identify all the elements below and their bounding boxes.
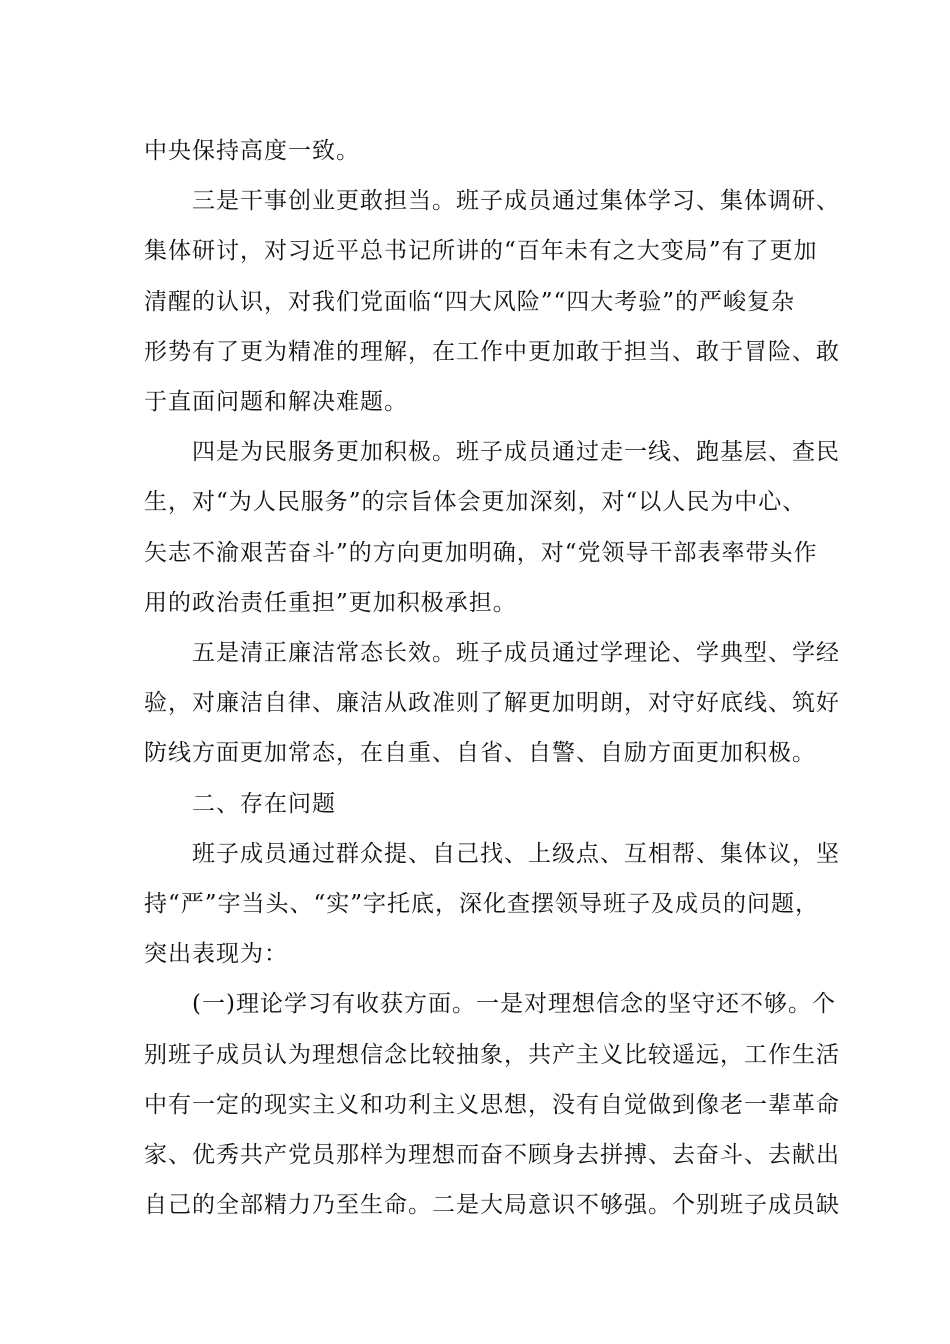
text-line: 自己的全部精力乃至生命。二是大局意识不够强。个别班子成员缺 [144,1192,840,1219]
text-line: 班子成员通过群众提、自己找、上级点、互相帮、集体议，坚 [192,840,840,867]
text-line: 五是清正廉洁常态长效。班子成员通过学理论、学典型、学经 [192,640,840,667]
text-line: 生，对“为人民服务”的宗旨体会更加深刻，对“以人民为中心、 [144,489,807,516]
text-line: 用的政治责任重担”更加积极承担。 [144,589,517,616]
text-line: 集体研讨，对习近平总书记所讲的“百年未有之大变局”有了更加 [144,238,818,265]
text-line: (一)理论学习有收获方面。一是对理想信念的坚守还不够。个 [192,991,836,1018]
text-line: 三是干事创业更敢担当。班子成员通过集体学习、集体调研、 [192,188,840,215]
text-line: 持“严”字当头、“实”字托底，深化查摆领导班子及成员的问题， [144,891,820,918]
text-line: 形势有了更为精准的理解，在工作中更加敢于担当、敢于冒险、敢 [144,338,840,365]
document-body [144,126,840,1230]
paragraph-continuation [144,126,809,176]
text-line: 别班子成员认为理想信念比较抽象，共产主义比较遥远，工作生活 [144,1041,840,1068]
paragraph-theory-study [144,979,840,1230]
paragraph-fifth-point [144,628,840,779]
text-line: 验，对廉洁自律、廉洁从政准则了解更加明朗，对守好底线、筑好 [144,690,840,717]
paragraph-third-point [144,176,840,427]
text-line: 突出表现为： [144,941,288,968]
paragraph-fourth-point [144,427,840,628]
text-line: 防线方面更加常态，在自重、自省、自警、自励方面更加积极。 [144,740,816,767]
text-line: 矢志不渝艰苦奋斗”的方向更加明确，对“党领导干部表率带头作 [144,539,818,566]
text-line: 清醒的认识，对我们党面临“四大风险”“四大考验”的严峻复杂 [144,288,796,315]
text-line: 二、存在问题 [192,790,336,817]
section-heading-problems [144,779,809,829]
text-line: 于直面问题和解决难题。 [144,389,408,416]
text-line: 中有一定的现实主义和功利主义思想，没有自觉做到像老一辈革命 [144,1091,840,1118]
text-line: 家、优秀共产党员那样为理想而奋不顾身去拼搏、去奋斗、去献出 [144,1142,840,1169]
text-line: 四是为民服务更加积极。班子成员通过走一线、跑基层、查民 [192,439,840,466]
paragraph-problems-intro [144,829,840,980]
text-line: 中央保持高度一致。 [144,138,360,164]
